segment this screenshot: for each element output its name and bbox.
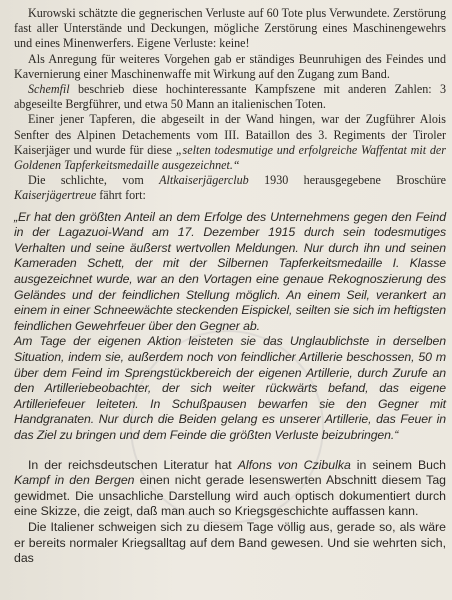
paragraph-2: Als Anregung für weiteres Vorgehen gab er ständiges Beunruhigen des Feindes und Kavernierung einer Maschinenwaffe mit Wirkung auf den Zugang zum Band. (14, 51, 446, 81)
paragraph-6-text-b: in seinem Buch (350, 457, 446, 472)
page-text (14, 6, 446, 567)
citation-quote: „selten todesmutige und erfolgreiche Waffentat mit der Goldenen Tapferkeitsmedaille ausgezeichnet.“ (14, 142, 446, 173)
club-name: Altkaiserjägerclub (159, 173, 249, 188)
paragraph-6-text-a: In der reichsdeutschen Literatur hat (28, 457, 238, 472)
section-gap (14, 444, 446, 458)
paragraph-3 (14, 82, 446, 112)
paragraph-5-text-a: Die schlichte, vom (28, 173, 160, 188)
author-name-schemfil: Schemfil (28, 82, 70, 97)
paragraph-5-text-c: fährt fort: (96, 188, 146, 203)
brochure-title: Kaiserjägertreue (14, 188, 97, 203)
quote-paragraph-2: Am Tage der eigenen Aktion leisteten sie das Unglaublichste in derselben Situation, indem sie, außerdem noch von feindlicher Artillerie beschossen, 50 m über dem Feind im Sprengstückbereich der eigenen Artillerie, durch Zurufe an den Artilleriebeobachter, der sich weiter rückwärts befand, das eigene Artilleriefeuer leiteten. In Schußpausen bewarfen sie den Gegner mit Handgranaten. Nur durch die Beiden gelang es unserer Artillerie, das Feuer in das Ziel zu bringen und dem Feinde die größten Verluste beizubringen.“ (14, 334, 446, 442)
block-quote (14, 210, 446, 444)
paragraph-1: Kurowski schätzte die gegnerischen Verluste auf 60 Tote plus Verwundete. Zerstörung fast aller Unterstände und Deckungen, mögliche Zerstörung eines Maschinengewehrs und eines Minenwerfers. Eigene Verluste: keine! (14, 6, 446, 51)
book-title: Kampf in den Bergen (14, 473, 135, 488)
paragraph-4-text: Einer jener Tapferen, die abgeseilt in der Wand hingen, war der Zugführer Alois Senfter des Alpinen Detachements vom III. Bataillon des 3. Regiments der Tiroler Kaiserjäger und wurde für diese (14, 112, 446, 157)
paragraph-6 (14, 458, 446, 520)
paragraph-6-text-c: einen nicht gerade lesenswerten Abschnitt diesem Tag gewidmet. Die unsachliche Darstellung wird auch optisch dokumentiert durch eine Skizze, die zeigt, daß man auch so Kriegsgeschichte auffassen kann. (14, 473, 446, 519)
quote-paragraph-1: „Er hat den größten Anteil an dem Erfolge des Unternehmens gegen den Feind in der Lagazuoi-Wand am 17. Dezember 1915 durch sein todesmutiges Verhalten und seine äußerst wertvollen Meldungen. Nur durch ihn und seinen Kameraden Schett, der mit der Silbernen Tapferkeitsmedaille I. Klasse ausgezeichnet wurde, war an den Vortagen eine genaue Rekognoszierung des Geländes und der feindlichen Stellung möglich. An einem Seil, verankert an einem in einer Schneewächte steckenden Eispickel, seilten sie sich im heftigsten feindlichen Gewehrfeuer über den Gegner ab. (14, 209, 446, 333)
paragraph-7: Die Italiener schweigen sich zu diesem Tage völlig aus, gerade so, als wäre er bereits normaler Kriegsalltag auf dem Band gewesen. Und sie wehrten sich, das (14, 519, 446, 566)
body-section-upper (14, 6, 446, 204)
author-name-czibulka: Alfons von Czibulka (237, 457, 351, 472)
paragraph-3-text: beschrieb diese hochinteressante Kampfszene mit anderen Zahlen: 3 abgeseilte Bergführer, und etwa 50 Mann an italienischen Toten. (14, 82, 446, 112)
body-section-lower (14, 458, 446, 567)
paragraph-4 (14, 112, 446, 173)
paragraph-5-text-b: 1930 herausgegebene Broschüre (248, 173, 446, 188)
paragraph-5 (14, 173, 446, 203)
